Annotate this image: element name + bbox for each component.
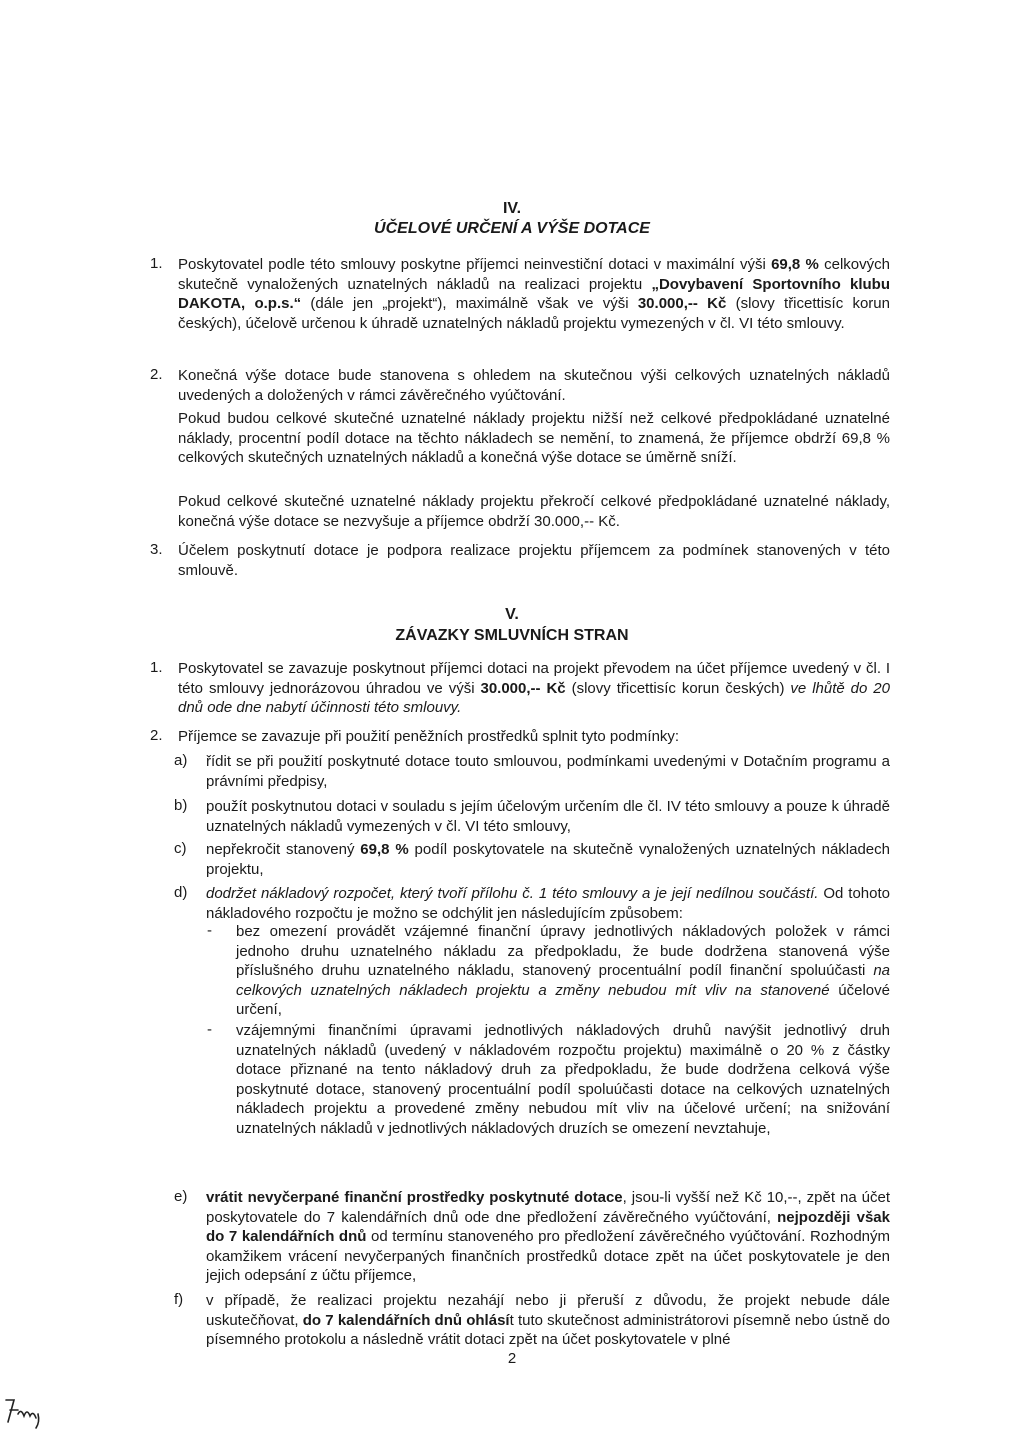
s4-p2-number: 2.	[150, 366, 163, 383]
item-c-letter: c)	[174, 840, 187, 857]
signature-initials-icon	[0, 1392, 50, 1432]
s4-p1-text: Poskytovatel podle této smlouvy poskytne příjemci neinvestiční dotaci v maximální výši 69,8 % celkových skutečně vynaložených uznatelných nákladů na realizaci projektu „Dovybavení Sportovního klubu DAKOTA, o.p.s.“ (dále jen „projekt“), maximálně však ve výši 30.000,-- Kč (slovy třicettisíc korun českých), účelově určenou k úhradě uznatelných nákladů projektu vymezených v čl. VI této smlouvy.	[178, 256, 891, 332]
s5-p1-text: Poskytovatel se zavazuje poskytnout příjemci dotaci na projekt převodem na účet příjemce uvedený v čl. I této smlouvy jednorázovou úhradou ve výši 30.000,-- Kč (slovy třicettisíc korun českých) ve lhůtě do 20 dnů ode dne nabytí účinnosti této smlouvy.	[178, 660, 890, 717]
item-d1-text: bez omezení provádět vzájemné finanční úpravy jednotlivých nákladových položek v rámci jednoho druhu uznatelného nákladu za předpokladu, že bude dodržena stanovená výše příslušného druhu uznatelného nákladu, stanovený procentuální podíl finanční spoluúčasti na celkových uznatelných nákladech projektu a změny nebudou mít vliv na stanovené účelové určení,	[236, 923, 890, 1019]
s4-p2c-text: Pokud celkové skutečné uznatelné náklady projektu překročí celkové předpokládané uznatelné náklady, konečná výše dotace se nezvyšuje a příjemce obdrží 30.000,-- Kč.	[178, 493, 890, 530]
item-e-text: vrátit nevyčerpané finanční prostředky poskytnuté dotace, jsou-li vyšší než Kč 10,--, zpět na účet poskytovatele do 7 kalendářních dnů ode dne předložení závěrečného vyúčtování, nejpozději však do 7 kalendářních dnů od termínu stanoveného pro předložení závěrečného vyúčtování. Rozhodným okamžikem vrácení nevyčerpaných finančních prostředků dotace zpět na účet poskytovatele je den jejich odepsání z účtu příjemce,	[206, 1189, 890, 1285]
section-4-title: ÚČELOVÉ URČENÍ A VÝŠE DOTACE	[374, 220, 650, 237]
item-d-letter: d)	[174, 884, 188, 901]
item-b-text: použít poskytnutou dotaci v souladu s jejím účelovým určením dle čl. IV této smlouvy a pouze k úhradě uznatelných nákladů vymezených v čl. VI této smlouvy,	[206, 798, 890, 835]
s4-p1-number: 1.	[150, 255, 163, 272]
s5-p2-number: 2.	[150, 727, 163, 744]
s4-p2b-text: Pokud budou celkové skutečné uznatelné náklady projektu nižší než celkové předpokládané uznatelné náklady, procentní podíl dotace na těchto nákladech se nemění, to znamená, že příjemce obdrží 69,8 % celkových skutečných uznatelných nákladů a konečná výše dotace se úměrně sníží.	[178, 410, 890, 467]
s4-p3-number: 3.	[150, 541, 163, 558]
section-4-number: IV.	[502, 200, 522, 217]
section-5-number: V.	[505, 606, 519, 623]
page-number: 2	[507, 1350, 517, 1367]
item-d-text: dodržet nákladový rozpočet, který tvoří přílohu č. 1 této smlouvy a je její nedílnou součástí. Od tohoto nákladového rozpočtu je možno se odchýlit jen následujícím způsobem:	[206, 885, 890, 922]
item-c-text: nepřekročit stanovený 69,8 % podíl poskytovatele na skutečně vynaložených uznatelných nákladech projektu,	[206, 841, 890, 878]
item-f-letter: f)	[174, 1291, 184, 1308]
s5-p1-number: 1.	[150, 659, 163, 676]
item-d2-dash: -	[207, 1021, 212, 1038]
item-b-letter: b)	[174, 797, 188, 814]
item-e-letter: e)	[174, 1188, 188, 1205]
item-d2-text: vzájemnými finančními úpravami jednotlivých nákladových druhů navýšit jednotlivý druh uznatelných nákladů (uvedený v nákladovém rozpočtu projektu) maximálně o 20 % z částky dotace přiznané na tento nákladový druh za předpokladu, že bude dodržena celková výše poskytnuté dotace, stanovený procentuální podíl spoluúčasti dotace na celkových uznatelných nákladech projektu a provedené změny nebudou mít vliv na účelové určení; na snižování uznatelných nákladů v jednotlivých nákladových druzích se omezení nevztahuje,	[236, 1022, 890, 1137]
s4-p3-text: Účelem poskytnutí dotace je podpora realizace projektu příjemcem za podmínek stanovených v této smlouvě.	[178, 542, 890, 579]
item-f-text: v případě, že realizaci projektu nezahájí nebo ji přeruší z důvodu, že projekt nebude dále uskutečňovat, do 7 kalendářních dnů ohlásít tuto skutečnost administrátorovi písemně nebo ústně do písemného protokolu a následně vrátit dotaci zpět na účet poskytovatele v plné	[206, 1292, 890, 1349]
item-d1-dash: -	[207, 922, 212, 939]
s5-p2-text: Příjemce se zavazuje při použití peněžních prostředků splnit tyto podmínky:	[178, 728, 680, 745]
section-5-title: ZÁVAZKY SMLUVNÍCH STRAN	[395, 627, 629, 644]
item-a-text: řídit se při použití poskytnuté dotace touto smlouvou, podmínkami uvedenými v Dotačním programu a právními předpisy,	[206, 753, 890, 790]
item-a-letter: a)	[174, 752, 188, 769]
s4-p2-text: Konečná výše dotace bude stanovena s ohledem na skutečnou výši celkových uznatelných nákladů uvedených a doložených v rámci závěrečného vyúčtování.	[178, 367, 890, 404]
